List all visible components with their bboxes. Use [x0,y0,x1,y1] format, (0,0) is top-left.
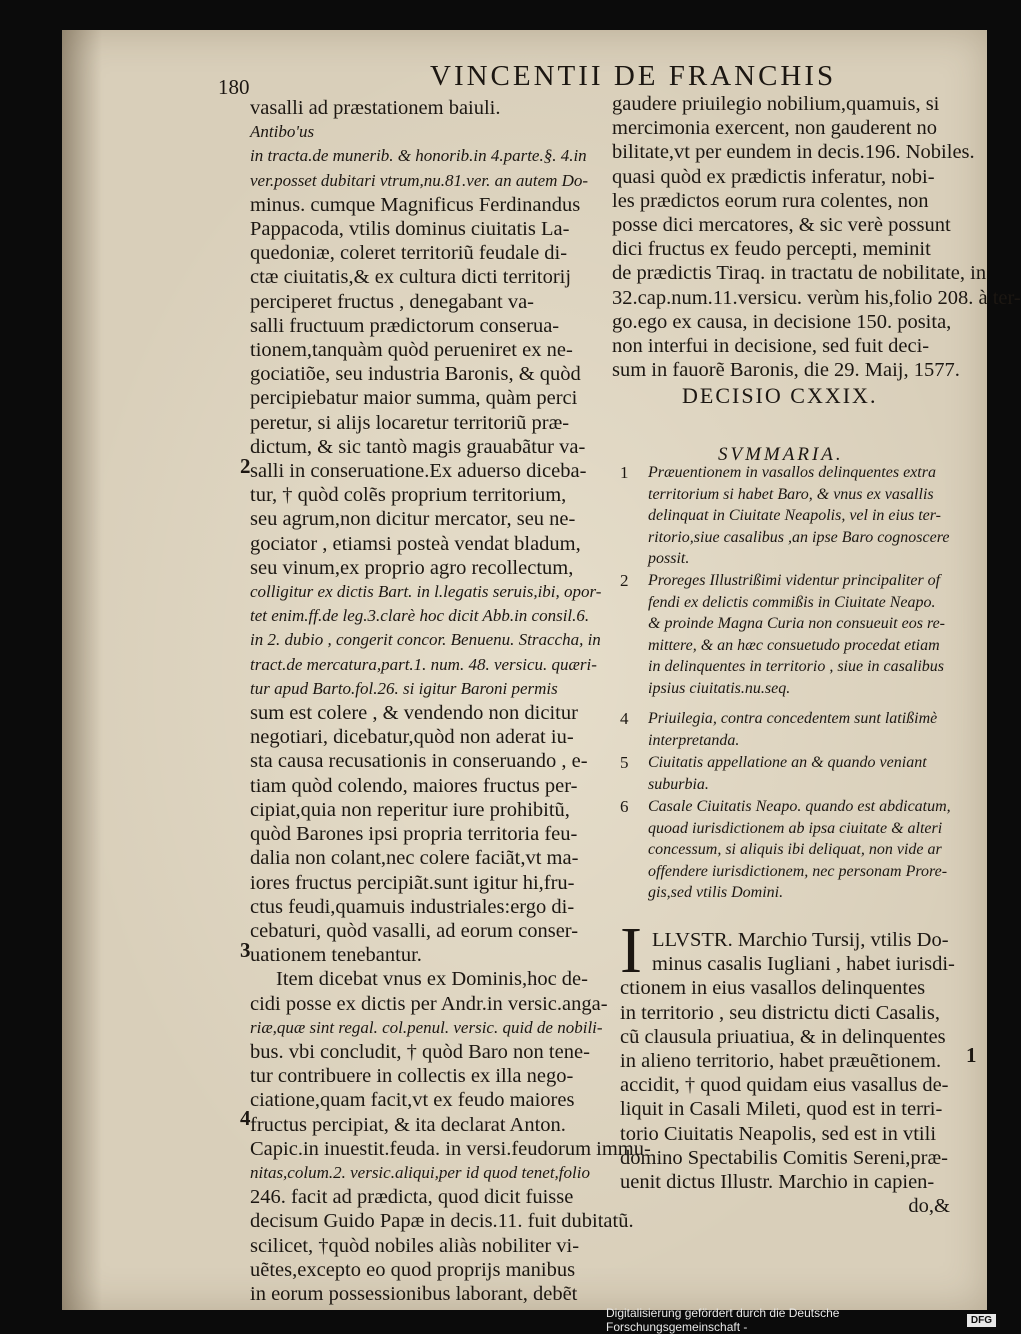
summary-line: possit. [648,550,690,567]
text-line: tiam quòd colendo, maiores fructus per- [250,774,578,797]
margin-number: 2 [240,454,251,478]
right-text-column [612,92,1021,382]
text-line: tract.de mercatura,part.1. num. 48. versicu. quæri- [250,654,597,674]
summary-number: 5 [620,753,629,772]
text-line: 32.cap.num.11.versicu. verùm his,folio 208. à ter- [612,286,1021,309]
text-line: de prædictis Tiraq. in tractatu de nobilitate, in [612,262,987,285]
summary-line: Ciuitatis appellatione an & quando veniant [648,754,927,771]
footer-text: Digitalisierung gefördert durch die Deutsche Forschungsgemeinschaft - [606,1306,840,1334]
text-line: Capic.in inuestit.feuda. in versi.feudorum immu- [250,1137,651,1160]
text-line: cebaturi, quòd vasalli, ad eorum conser- [250,919,579,942]
text-line: LLVSTR. Marchio Tursij, vtilis Do- [652,929,949,951]
margin-number: 4 [240,1106,251,1130]
text-line: decisum Guido Papæ in decis.11. fuit dubitatũ. [250,1210,634,1233]
decisio-heading: DECISIO CXXIX. [682,383,878,408]
text-line: cipiat,quia non reperitur iure prohibitũ, [250,798,570,821]
summary-text [648,708,960,751]
text-line: seu vinum,ex proprio agro recollectum, [250,556,574,579]
summary-item [620,796,960,904]
running-title: VINCENTII DE FRANCHIS [430,60,837,92]
text-line: gociatiõe, seu industria Baronis, & quòd [250,363,581,386]
digitization-footer [606,1308,996,1332]
text-line: cũ clausula priuatiua, & in delinquentes [620,1025,946,1048]
decision-body-text [620,928,955,1218]
text-line: tet enim.ff.de leg.3.clarè hoc dicit Abb.in consil.6. [250,606,590,626]
summary-line: Proreges Illustrißimi videntur principaliter of [648,572,941,589]
text-line: ctæ ciuitatis,& ex cultura dicti territorij [250,266,572,289]
summary-text [648,752,960,795]
drop-cap: I [620,914,642,987]
text-line: uationem tenebantur. [250,944,422,967]
text-line: in alieno territorio, habet præuẽtionem. [620,1050,942,1073]
text-line: Antibo'us [250,122,315,142]
text-line: uenit dictus Illustr. Marchio in capien- [620,1171,935,1194]
text-line: accidit, † quod quidam eius vasallus de- [620,1074,949,1097]
summary-text [648,570,960,699]
summary-line: suburbia. [648,775,709,793]
text-line: perciperet fructus , denegabant va- [250,290,535,313]
summary-line: ipsius ciuitatis.nu.seq. [648,679,791,697]
margin-number: 3 [240,938,251,962]
text-line: scilicet, †quòd nobiles aliàs nobiliter vi- [250,1234,580,1257]
text-line: vasalli ad præstationem baiuli. [250,97,501,119]
text-line: mercimonia exercent, non gauderent no [612,117,938,140]
summaria-heading: SVMMARIA. [718,444,844,465]
text-line: tur contribuere in collectis ex illa nego- [250,1065,574,1088]
text-line: do,& [908,1195,950,1218]
text-line: bilitate,vt per eundem in decis.196. Nobiles. [612,141,975,164]
text-line: bus. vbi concludit, † quòd Baro non tene- [250,1040,590,1063]
summary-number: 6 [620,797,629,816]
text-line: tionem,tanquàm quòd perueniret ex ne- [250,339,573,362]
text-line: seu agrum,non dicitur mercator, seu ne- [250,508,576,531]
text-line: ctus feudi,quamuis industriales:ergo di- [250,895,575,918]
text-line: sum in fauorẽ Baronis, die 29. Maij, 1577. [612,359,960,382]
text-line: quòd Barones ipsi propria territoria feu- [250,823,578,846]
text-line: in tracta.de munerib. & honorib.in 4.parte.§. 4.in [250,146,587,166]
summary-line: territorium si habet Baro, & vnus ex vasallis [648,485,934,503]
text-line: gociator , etiamsi posteà vendat bladum, [250,532,581,555]
text-line: uẽtes,excepto eo quod proprijs manibus [250,1258,576,1281]
text-line: torio Ciuitatis Neapolis, sed est in vtili [620,1122,937,1145]
text-line: quasi quòd ex prædictis inferatur, nobi- [612,165,935,188]
text-line: 246. facit ad prædicta, quod dicit fuisse [250,1186,574,1209]
summary-number: 1 [620,463,629,482]
summary-item [620,570,960,699]
summary-line: in delinquentes in territorio , siue in casalibus [648,658,944,675]
summary-line: mittere, & an hæc consuetudo procedat etiam [648,636,940,654]
text-line: ciatione,quam facit,vt ex feudo maiores [250,1089,575,1112]
text-line: posse dici mercatores, & sic verè possunt [612,214,951,237]
summary-line: delinquat in Ciuitate Neapolis, vel in eius ter- [648,507,941,524]
text-line: go.ego ex causa, in decisione 150. posita, [612,310,952,333]
margin-number: 1 [966,1043,977,1067]
left-text-column [250,96,651,1306]
text-line: in territorio , seu districtu dicti Casalis, [620,1001,940,1024]
text-line: quedoniæ, coleret territoriũ feudale di- [250,242,568,265]
text-line: minus. cumque Magnificus Ferdinandus [250,193,581,216]
summary-line: ritorio,siue casalibus ,an ipse Baro cognoscere [648,528,950,546]
dfg-logo: DFG [967,1314,996,1327]
summary-line: quoad iurisdictionem ab ipsa ciuitate & alteri [648,819,943,837]
text-line: in 2. dubio , congerit concor. Benuenu. Straccha, in [250,630,601,650]
summary-number: 2 [620,571,629,590]
text-line: Pappacoda, vtilis dominus ciuitatis La- [250,218,570,241]
summary-item [620,462,960,570]
text-line: tur, † quòd colẽs proprium territorium, [250,484,567,507]
text-line: ver.posset dubitari vtrum,nu.81.ver. an autem Do- [250,170,589,190]
text-line: salli in conseruatione.Ex aduerso diceba- [250,460,587,483]
summary-item [620,752,960,795]
text-line: dictum, & sic tantò magis grauabãtur va- [250,435,586,458]
summary-line: interpretanda. [648,731,740,749]
summary-line: Præuentionem in vasallos delinquentes extra [648,464,936,481]
text-line: domino Spectabilis Comitis Sereni,præ- [620,1146,948,1169]
summary-number: 4 [620,709,629,728]
text-line: salli fructuum prædictorum conserua- [250,314,560,337]
text-line: peretur, si alijs locaretur territoriũ præ- [250,411,570,434]
text-line: fructus percipiat, & ita declarat Anton. [250,1113,566,1136]
summary-line: Priuilegia, contra concedentem sunt latißimè [648,710,938,727]
summary-text [648,796,960,904]
summary-line: & proinde Magna Curia non consueuit eos re- [648,615,946,632]
text-line: iores fructus percipiãt.sunt igitur hi,fru- [250,871,575,894]
text-line: minus casalis Iugliani , habet iurisdi- [652,953,955,976]
text-line: percipiebatur maior summa, quàm perci [250,387,578,410]
summary-item [620,708,960,751]
text-line: cidi posse ex dictis per Andr.in versic.anga- [250,992,608,1015]
text-line: riæ,quæ sint regal. col.penul. versic. quid de nobili- [250,1017,603,1037]
text-line: colligitur ex dictis Bart. in l.legatis seruis,ibi, opor- [250,582,602,602]
text-line: sum est colere , & vendendo non dicitur [250,702,578,725]
text-line: ctionem in eius vasallos delinquentes [620,977,926,1000]
text-line: gaudere priuilegio nobilium,quamuis, si [612,93,940,115]
summary-line: gis,sed vtilis Domini. [648,884,784,901]
text-line: in eorum possessionibus laborant, debẽt [250,1282,578,1305]
text-line: non interfui in decisione, sed fuit deci- [612,335,930,358]
text-line: dalia non colant,nec colere faciãt,vt ma- [250,847,579,870]
text-line: Item dicebat vnus ex Dominis,hoc de- [276,968,588,991]
page-number: 180 [218,75,250,99]
text-line: negotiari, dicebatur,quòd non aderat iu- [250,726,574,749]
summary-line: concessum, si aliquis ibi deliquat, non vide ar [648,841,942,858]
text-line: nitas,colum.2. versic.aliqui,per id quod tenet,folio [250,1162,590,1182]
summary-line: Casale Ciuitatis Neapo. quando est abdicatum, [648,798,951,815]
page-gutter-shadow [62,30,102,1310]
text-line: dici fructus ex feudo percepti, meminit [612,238,931,261]
text-line: tur apud Barto.fol.26. si igitur Baroni permis [250,678,558,698]
summary-line: fendi ex delictis commißis in Ciuitate Neapo. [648,593,936,611]
text-line: sta causa recusationis in conseruando , e- [250,750,588,773]
text-line: liquit in Casali Mileti, quod est in terri- [620,1098,943,1121]
summary-text [648,462,960,570]
summary-line: offendere iurisdictionem, nec personam Prore- [648,862,948,880]
text-line: les prædictos eorum rura colentes, non [612,189,929,212]
